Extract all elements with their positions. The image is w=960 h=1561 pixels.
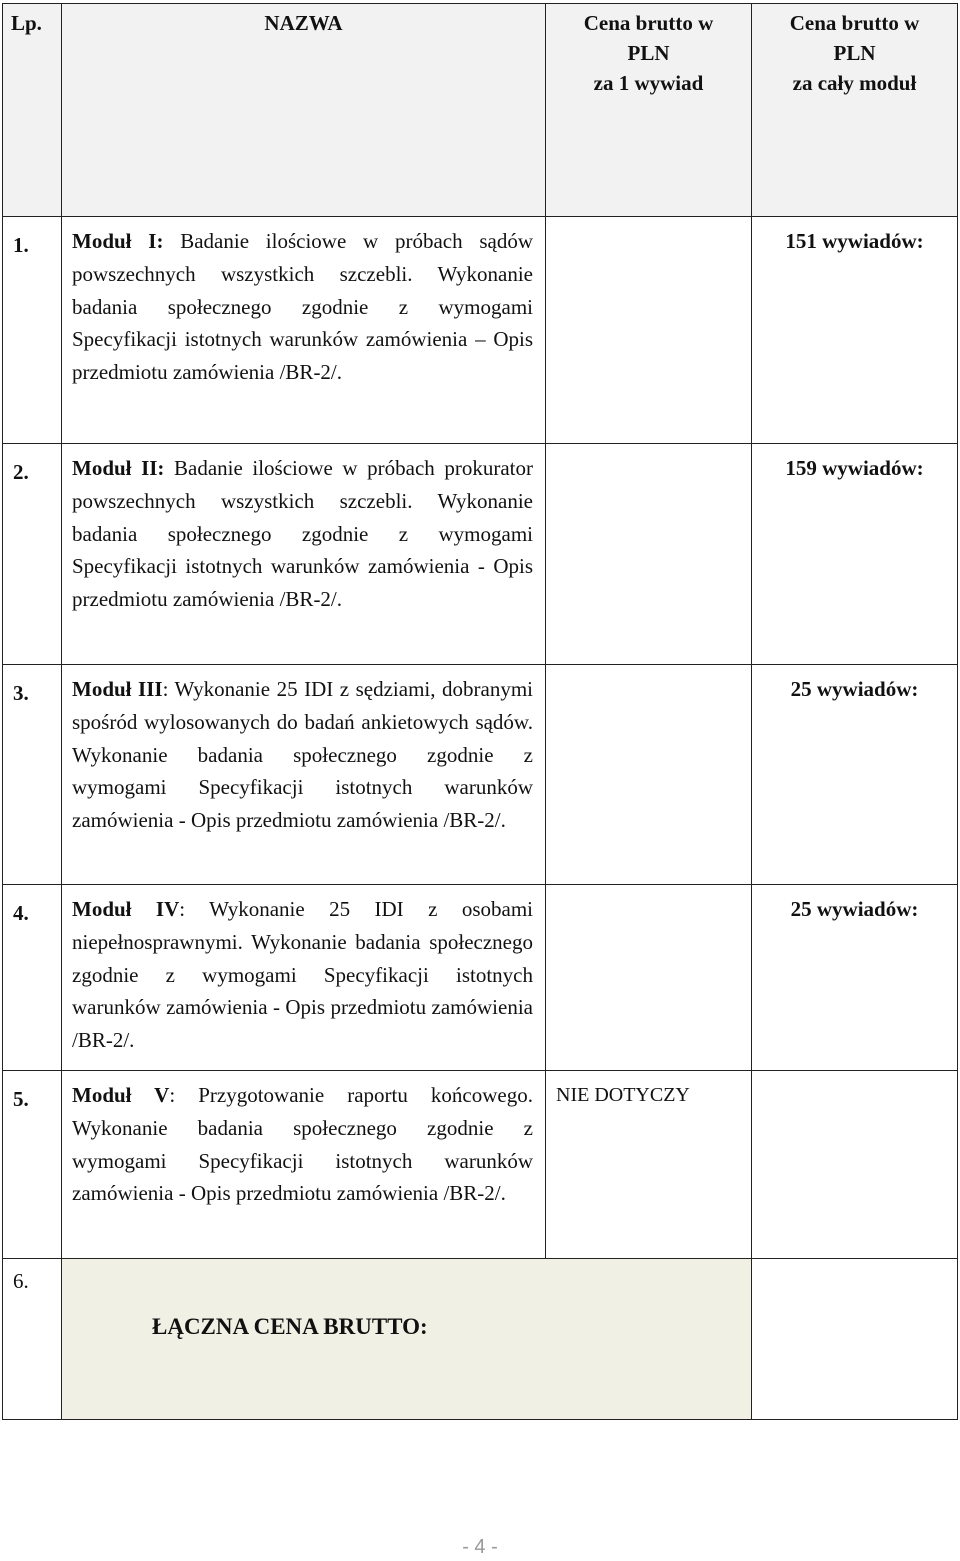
total-value[interactable] (752, 1259, 958, 1420)
table-row (3, 885, 958, 1071)
total-lp: 6. (3, 1259, 62, 1420)
header-price-all-line2: PLN (833, 41, 876, 65)
row-text: : Przygotowanie raportu końcowego. Wykonanie badania społecznego zgodnie z wymogami Specyfikacji istotnych warunków zamówienia - Opis przedmiotu zamówienia /BR-2/. (72, 1083, 533, 1206)
table-row (3, 1071, 958, 1259)
row-name (62, 885, 546, 1071)
header-lp: Lp. (3, 4, 62, 217)
page-number: - 4 - (462, 1536, 498, 1558)
row-price-all-label: 159 wywiadów: (785, 456, 924, 480)
row-title: Moduł IV (72, 897, 180, 921)
row-lp: 5. (3, 1071, 62, 1259)
row-text: : Wykonanie 25 IDI z sędziami, dobranymi spośród wylosowanych do badań ankietowych sądów. Wykonanie badania społecznego zgodnie z wymogami Specyfikacji istotnych warunków zamówienia - Opis przedmiotu zamówienia /BR-2/. (72, 677, 534, 833)
row-lp: 1. (3, 217, 62, 444)
table-row (3, 217, 958, 444)
header-price-all (752, 4, 958, 217)
row-price-all-label: 25 wywiadów: (790, 897, 919, 921)
row-price-one[interactable] (546, 444, 752, 665)
total-label-cell (62, 1259, 752, 1420)
row-title: Moduł V (72, 1083, 170, 1107)
row-price-all[interactable] (752, 665, 958, 885)
row-title: Moduł I: (72, 229, 164, 253)
row-name (62, 1071, 546, 1259)
row-price-all[interactable] (752, 1071, 958, 1259)
total-row (3, 1259, 958, 1420)
row-name (62, 444, 546, 665)
row-price-all[interactable] (752, 217, 958, 444)
table-row (3, 665, 958, 885)
row-price-one[interactable] (546, 217, 752, 444)
header-name: NAZWA (62, 4, 546, 217)
row-title: Moduł II: (72, 456, 165, 480)
table-row (3, 444, 958, 665)
row-lp: 4. (3, 885, 62, 1071)
row-price-one[interactable] (546, 665, 752, 885)
header-row (3, 4, 958, 217)
header-price-one-line2: PLN (627, 41, 670, 65)
total-label: ŁĄCZNA CENA BRUTTO: (152, 1314, 428, 1339)
row-lp: 3. (3, 665, 62, 885)
price-table (2, 3, 958, 1420)
row-text: Badanie ilościowe w próbach sądów powszechnych wszystkich szczebli. Wykonanie badania społecznego zgodnie z wymogami Specyfikacji istotnych warunków zamówienia – Opis przedmiotu zamówienia /BR-2/. (72, 229, 534, 385)
row-price-all[interactable] (752, 885, 958, 1071)
row-price-all-label: 151 wywiadów: (785, 229, 924, 253)
row-text: : Wykonanie 25 IDI z osobami niepełnosprawnymi. Wykonanie badania społecznego zgodnie z wymogami Specyfikacji istotnych warunków zamówienia - Opis przedmiotu zamówienia /BR-2/. (72, 897, 533, 1053)
header-price-one-line1: Cena brutto w (583, 11, 714, 35)
row-name (62, 665, 546, 885)
row-text: Badanie ilościowe w próbach prokurator powszechnych wszystkich szczebli. Wykonanie badania społecznego zgodnie z wymogami Specyfikacji istotnych warunków zamówienia - Opis przedmiotu zamówienia /BR-2/. (72, 456, 533, 612)
row-title: Moduł III (72, 677, 163, 701)
row-lp: 2. (3, 444, 62, 665)
header-price-one-line3: za 1 wywiad (593, 71, 704, 95)
row-price-one[interactable]: NIE DOTYCZY (546, 1071, 752, 1259)
header-price-one (546, 4, 752, 217)
row-price-all[interactable] (752, 444, 958, 665)
row-price-all-label: 25 wywiadów: (790, 677, 919, 701)
header-price-all-line1: Cena brutto w (789, 11, 920, 35)
header-price-all-line3: za cały moduł (792, 71, 917, 95)
row-price-one[interactable] (546, 885, 752, 1071)
row-name (62, 217, 546, 444)
